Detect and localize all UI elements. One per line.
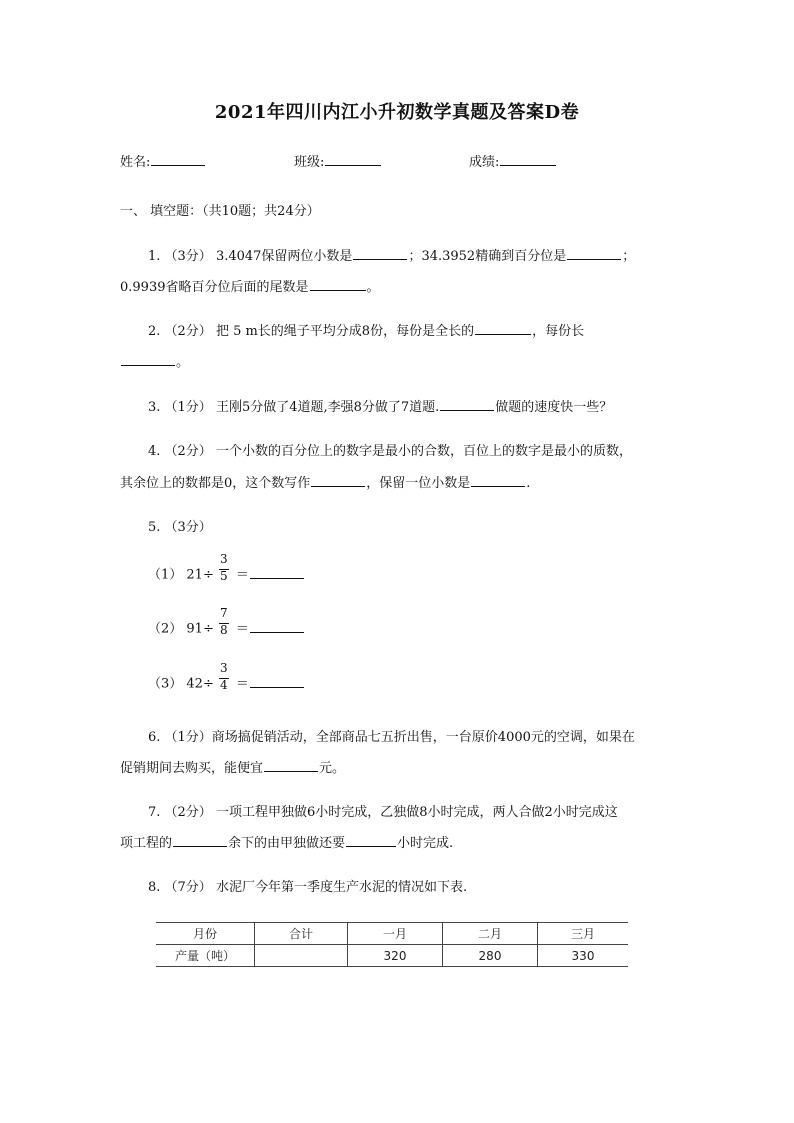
q3-prefix: 3. （1分） 王刚5分做了4道题,李强8分做了7道题. xyxy=(148,400,440,415)
q1-line2-end: 。 xyxy=(366,280,380,295)
table-header-cell: 二月 xyxy=(443,923,538,945)
name-blank[interactable] xyxy=(151,153,205,166)
table-header-cell: 三月 xyxy=(538,923,629,945)
q2-prefix: 2. （2分） 把 5 m长的绳子平均分成8份，每份是全长的 xyxy=(148,324,475,339)
q5-blank-3[interactable] xyxy=(250,675,304,688)
q2-mid: ，每份长 xyxy=(532,324,585,339)
denominator: 5 xyxy=(220,569,228,583)
q5-item-label: （3） 42÷ xyxy=(148,676,214,692)
question-2-line-2 xyxy=(120,351,189,370)
table-header-cell: 月份 xyxy=(156,923,255,945)
question-5: 5. （3分） xyxy=(148,520,212,535)
numerator: 3 xyxy=(220,661,228,675)
denominator: 8 xyxy=(220,623,228,637)
score-blank[interactable] xyxy=(500,153,556,166)
question-6-line-2 xyxy=(120,757,345,776)
q1-line2-prefix: 0.9939省略百分位后面的尾数是 xyxy=(120,280,309,295)
question-7-line-2 xyxy=(120,832,453,851)
class-label: 班级: xyxy=(294,155,325,170)
fraction xyxy=(218,606,230,644)
q4-blank-2[interactable] xyxy=(471,474,525,487)
table-header-cell: 一月 xyxy=(348,923,443,945)
production-table xyxy=(156,922,628,967)
q5-item-3 xyxy=(148,661,305,699)
question-4-line-2 xyxy=(120,472,530,491)
q7-blank-2[interactable] xyxy=(346,834,396,847)
q6-line2-end: 元。 xyxy=(319,761,346,776)
q7-line2-mid: 余下的由甲独做还要 xyxy=(228,836,346,851)
question-7: 7. （2分） 一项工程甲独做6小时完成，乙独做8小时完成，两人合做2小时完成这 xyxy=(148,805,618,820)
q1-prefix: 1. （3分） 3.4047保留两位小数是 xyxy=(148,249,353,264)
table-row xyxy=(156,945,628,967)
q5-blank-1[interactable] xyxy=(250,566,304,579)
fraction xyxy=(218,661,230,699)
question-3 xyxy=(148,396,612,415)
q5-equals: ＝ xyxy=(235,567,249,583)
page-title: 2021年四川内江小升初数学真题及答案D卷 xyxy=(214,102,580,123)
q3-end: 做题的速度快一些？ xyxy=(495,400,613,415)
section-heading: 一、 填空题：（共10题；共24分） xyxy=(120,204,320,219)
score-label: 成绩: xyxy=(469,155,500,170)
denominator: 4 xyxy=(220,678,228,692)
question-1 xyxy=(148,245,635,264)
q1-end: ； xyxy=(622,249,636,264)
q6-line2-prefix: 促销期间去购买，能便宜 xyxy=(120,761,264,776)
table-cell-total[interactable] xyxy=(255,945,348,967)
question-2 xyxy=(148,320,584,339)
question-8: 8. （7分） 水泥厂今年第一季度生产水泥的情况如下表. xyxy=(148,880,468,895)
q7-blank-1[interactable] xyxy=(173,834,227,847)
q1-blank-1[interactable] xyxy=(353,247,407,260)
class-field xyxy=(294,151,382,170)
q2-line2-end: 。 xyxy=(176,355,190,370)
q5-item-2 xyxy=(148,606,305,644)
numerator: 7 xyxy=(220,606,228,620)
table-header-cell: 合计 xyxy=(255,923,348,945)
numerator: 3 xyxy=(220,552,228,566)
q5-equals: ＝ xyxy=(235,621,249,637)
fraction xyxy=(218,552,230,590)
q4-line2-end: . xyxy=(526,476,531,491)
q2-blank-2[interactable] xyxy=(121,353,175,366)
table-cell: 280 xyxy=(443,945,538,967)
table-cell: 330 xyxy=(538,945,629,967)
question-6: 6. （1分）商场搞促销活动，全部商品七五折出售，一台原价4000元的空调，如果在 xyxy=(148,730,635,745)
q4-blank-1[interactable] xyxy=(311,474,365,487)
q5-item-label: （1） 21÷ xyxy=(148,567,214,583)
score-field xyxy=(469,151,557,170)
class-blank[interactable] xyxy=(325,153,381,166)
question-4: 4. （2分） 一个小数的百分位上的数字是最小的合数，百位上的数字是最小的质数， xyxy=(148,444,632,459)
table-header-row xyxy=(156,923,628,945)
q5-item-label: （2） 91÷ xyxy=(148,621,214,637)
q7-line2-end: 小时完成. xyxy=(397,836,454,851)
name-field xyxy=(120,151,206,170)
q5-item-1 xyxy=(148,552,305,590)
q1-blank-2[interactable] xyxy=(567,247,621,260)
q6-blank[interactable] xyxy=(264,759,318,772)
q5-equals: ＝ xyxy=(235,676,249,692)
q7-line2-prefix: 项工程的 xyxy=(120,836,173,851)
name-label: 姓名: xyxy=(120,155,151,170)
q1-blank-3[interactable] xyxy=(310,278,366,291)
q4-line2-prefix: 其余位上的数都是0，这个数写作 xyxy=(120,476,311,491)
table-cell: 产量（吨） xyxy=(156,945,255,967)
q2-blank-1[interactable] xyxy=(475,322,531,335)
q3-blank[interactable] xyxy=(440,398,494,411)
q1-mid: ；34.3952精确到百分位是 xyxy=(408,249,567,264)
question-1-line-2 xyxy=(120,276,380,295)
q5-blank-2[interactable] xyxy=(250,620,304,633)
table-cell: 320 xyxy=(348,945,443,967)
q4-line2-mid: ，保留一位小数是 xyxy=(366,476,471,491)
